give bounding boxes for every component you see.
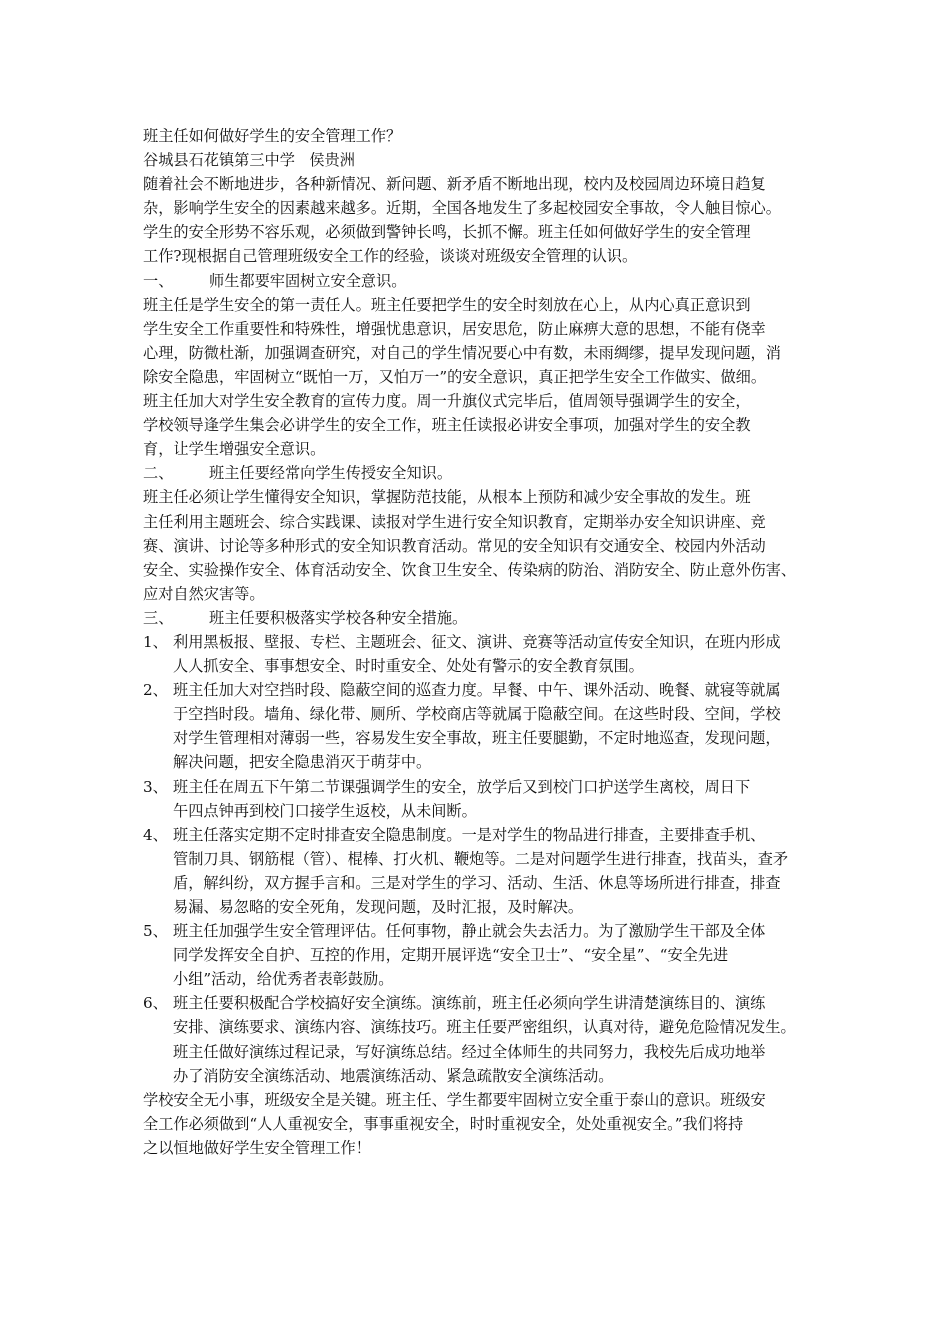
list-item-line: 班主任加强学生安全管理评估。任何事物，静止就会失去活力。为了激励学生干部及全体 [173, 922, 766, 941]
list-item-number: 3、 [143, 777, 168, 796]
list-item-line: 于空挡时段。墙角、绿化带、厕所、学校商店等就属于隐蔽空间。在这些时段、空间，学校 [173, 705, 781, 724]
body-line: 班主任加大对学生安全教育的宣传力度。周一升旗仪式完毕后，值周领导强调学生的安全， [143, 392, 751, 411]
section-3-number: 三、 [143, 608, 174, 627]
list-item-line: 人人抓安全、事事想安全、时时重安全、处处有警示的安全教育氛围。 [173, 657, 644, 676]
document-title: 班主任如何做好学生的安全管理工作？ [143, 127, 402, 145]
list-item-number: 1、 [143, 632, 168, 651]
list-item-line: 班主任在周五下午第二节课强调学生的安全，放学后又到校门口护送学生离校，周日下 [173, 777, 751, 796]
body-line: 安全、实验操作安全、体育活动安全、饮食卫生安全、传染病的防治、消防安全、防止意外伤害、 [143, 560, 797, 579]
body-line: 赛、演讲、讨论等多种形式的安全知识教育活动。常见的安全知识有交通安全、校园内外活动 [143, 536, 766, 555]
body-line: 除安全隐患，牢固树立“既怕一万，又怕万一”的安全意识，真正把学生安全工作做实、做细。 [143, 367, 767, 386]
list-item [143, 678, 821, 774]
list-item-line: 盾，解纠纷，双方握手言和。三是对学生的学习、活动、生活、休息等场所进行排查，排查 [173, 873, 781, 892]
list-item [143, 919, 821, 991]
conclusion-line: 全工作必须做到“人人重视安全，事事重视安全，时时重视安全，处处重视安全。”我们将持 [143, 1114, 744, 1133]
list-item-number: 6、 [143, 994, 168, 1013]
intro-line: 杂，影响学生安全的因素越来越多。近期，全国各地发生了多起校园安全事故，令人触目惊心。 [143, 199, 781, 218]
intro-line: 随着社会不断地进步，各种新情况、新问题、新矛盾不断地出现，校内及校园周边环境日趋复 [143, 175, 766, 194]
body-line: 学生安全工作重要性和特殊性，增强忧患意识，居安思危，防止麻痹大意的思想，不能有侥幸 [143, 319, 766, 338]
list-item-line: 安排、演练要求、演练内容、演练技巧。班主任要严密组织，认真对待，避免危险情况发生。 [173, 1018, 796, 1037]
list-item-line: 对学生管理相对薄弱一些，容易发生安全事故，班主任要腿勤，不定时地巡查，发现问题， [173, 729, 781, 748]
list-item-line: 办了消防安全演练活动、地震演练活动、紧急疏散安全演练活动。 [173, 1066, 614, 1085]
list-item-line: 解决问题，把安全隐患消灭于萌芽中。 [173, 753, 432, 772]
body-line: 班主任是学生安全的第一责任人。班主任要把学生的安全时刻放在心上，从内心真正意识到 [143, 295, 751, 314]
conclusion-line: 之以恒地做好学生安全管理工作！ [143, 1138, 371, 1157]
intro-line: 工作?现根据自己管理班级安全工作的经验，谈谈对班级安全管理的认识。 [143, 247, 638, 266]
document-page [143, 124, 821, 1160]
list-item-number: 2、 [143, 681, 168, 700]
list-item [143, 823, 821, 919]
list-item-line: 班主任加大对空挡时段、隐蔽空间的巡查力度。早餐、中午、课外活动、晚餐、就寝等就属 [173, 681, 781, 700]
list-item-line: 班主任要积极配合学校搞好安全演练。演练前，班主任必须向学生讲清楚演练目的、演练 [173, 994, 766, 1013]
list-item-line: 小组”活动，给优秀者表彰鼓励。 [173, 970, 394, 989]
list-item-line: 利用黑板报、壁报、专栏、主题班会、征文、演讲、竞赛等活动宣传安全知识，在班内形成 [173, 632, 781, 651]
body-line: 心理，防微杜渐，加强调查研究，对自己的学生情况要心中有数，未雨绸缪，提早发现问题，消 [143, 343, 781, 362]
list-item [143, 991, 821, 1087]
section-2-number: 二、 [143, 464, 174, 483]
list-item-line: 同学发挥安全自护、互控的作用，定期开展评选“安全卫士”、“安全星”、“安全先进 [173, 946, 729, 965]
section-1-number: 一、 [143, 271, 174, 290]
section-3-title: 班主任要积极落实学校各种安全措施。 [209, 608, 468, 627]
list-item-number: 4、 [143, 825, 168, 844]
list-item-number: 5、 [143, 922, 168, 941]
section-2-body [143, 485, 821, 605]
body-line: 育，让学生增强安全意识。 [143, 440, 326, 459]
conclusion-paragraph [143, 1088, 821, 1160]
list-item-line: 管制刀具、钢筋棍（管）、棍棒、打火机、鞭炮等。二是对问题学生进行排查，找苗头，查矛 [173, 849, 789, 868]
list-item-line: 班主任落实定期不定时排查安全隐患制度。一是对学生的物品进行排查，主要排查手机、 [173, 825, 766, 844]
intro-line: 学生的安全形势不容乐观，必须做到警钟长鸣，长抓不懈。班主任如何做好学生的安全管理 [143, 223, 751, 242]
section-1-body [143, 293, 821, 462]
list-item [143, 630, 821, 678]
section-2-title: 班主任要经常向学生传授安全知识。 [209, 464, 452, 483]
list-item [143, 775, 821, 823]
section-1-title: 师生都要牢固树立安全意识。 [209, 271, 407, 290]
body-line: 应对自然灾害等。 [143, 584, 265, 603]
conclusion-line: 学校安全无小事，班级安全是关键。班主任、学生都要牢固树立安全重于泰山的意识。班级安 [143, 1090, 766, 1109]
section-2-heading [143, 461, 821, 485]
intro-paragraph [143, 172, 821, 268]
body-line: 主任利用主题班会、综合实践课、读报对学生进行安全知识教育，定期举办安全知识讲座、竞 [143, 512, 766, 531]
body-line: 班主任必须让学生懂得安全知识，掌握防范技能，从根本上预防和减少安全事故的发生。班 [143, 488, 751, 507]
section-1-heading [143, 269, 821, 293]
list-item-line: 午四点钟再到校门口接学生返校，从未间断。 [173, 801, 477, 820]
list-item-line: 易漏、易忽略的安全死角，发现问题，及时汇报，及时解决。 [173, 898, 584, 916]
section-3-heading [143, 606, 821, 630]
body-line: 学校领导逢学生集会必讲学生的安全工作，班主任读报必讲安全事项，加强对学生的安全教 [143, 416, 751, 435]
author-line: 谷城县石花镇第三中学 侯贵洲 [143, 151, 355, 170]
list-item-line: 班主任做好演练过程记录，写好演练总结。经过全体师生的共同努力，我校先后成功地举 [173, 1042, 766, 1061]
